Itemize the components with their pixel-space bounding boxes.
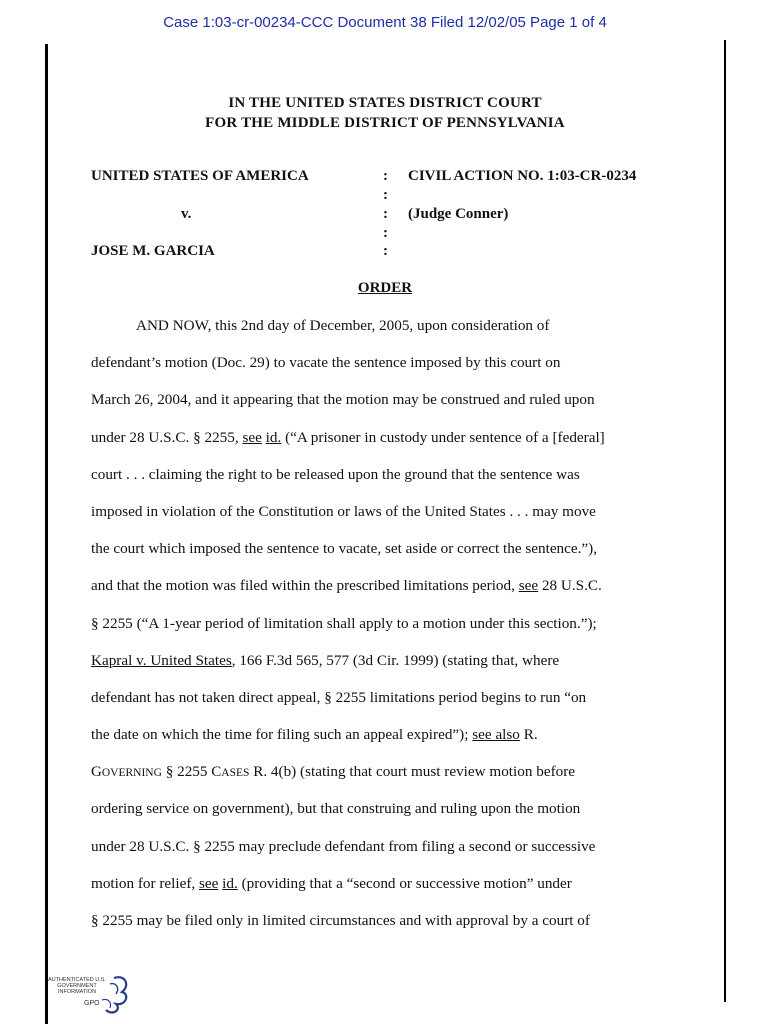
caption-colon: : <box>383 243 388 259</box>
body-line: defendant’s motion (Doc. 29) to vacate the sentence imposed by this court on <box>91 354 561 372</box>
right-margin-rule <box>724 40 726 1002</box>
seal-mark: GPO <box>84 1000 100 1007</box>
caption-colon: : <box>383 187 388 203</box>
citation-id: id. <box>265 428 282 446</box>
text-run: under 28 U.S.C. § 2255, <box>91 428 243 446</box>
body-line: defendant has not taken direct appeal, § 2255 limitations period begins to run “on <box>91 688 587 706</box>
body-line: imposed in violation of the Constitution or laws of the United States . . . may move <box>91 502 596 520</box>
order-body <box>91 316 711 948</box>
body-line <box>91 874 711 911</box>
text-run: R. 4(b) (stating that court must review motion before <box>249 763 576 781</box>
left-margin-rule <box>45 44 48 1024</box>
order-heading: ORDER <box>357 280 413 296</box>
seal-text: AUTHENTICATED U.S. GOVERNMENT INFORMATION <box>48 977 106 995</box>
versus-label: v. <box>181 206 192 222</box>
text-run: § 2255 <box>161 763 212 781</box>
body-line <box>91 576 711 613</box>
caption-colon: : <box>383 168 388 184</box>
text-run: (“A prisoner in custody under sentence of a [federal] <box>281 428 605 446</box>
body-line: § 2255 may be filed only in limited circumstances and with approval by a court of <box>91 912 590 929</box>
citation-signal-see: see <box>198 874 219 892</box>
body-line <box>91 428 711 465</box>
text-run: (providing that a “second or successive motion” under <box>237 874 572 892</box>
plaintiff-name: UNITED STATES OF AMERICA <box>91 168 309 184</box>
body-line: AND NOW, this 2nd day of December, 2005, upon consideration of <box>136 317 550 334</box>
text-run: and that the motion was filed within the prescribed limitations period, <box>91 577 519 595</box>
small-caps-initial: G <box>91 764 102 781</box>
text-run: 28 U.S.C. <box>538 577 602 595</box>
body-line <box>91 725 711 762</box>
body-line: ordering service on government), but that construing and ruling upon the motion <box>91 800 581 818</box>
small-caps-initial: C <box>211 764 222 781</box>
body-line: under 28 U.S.C. § 2255 may preclude defendant from filing a second or successive <box>91 837 596 855</box>
citation-signal-see-also: see also <box>472 726 520 744</box>
body-line <box>91 762 711 799</box>
body-line: court . . . claiming the right to be released upon the ground that the sentence was <box>91 465 580 483</box>
text-run: R. <box>519 726 538 744</box>
ecf-header-stamp: Case 1:03-cr-00234-CCC Document 38 Filed 12/02/05 Page 1 of 4 <box>163 14 607 31</box>
court-title <box>0 93 770 133</box>
case-citation: Kapral v. United States <box>91 651 232 669</box>
citation-signal-see: see <box>242 428 262 446</box>
body-line <box>91 651 711 688</box>
caption-colon: : <box>383 225 388 241</box>
judge-name: (Judge Conner) <box>408 206 509 222</box>
case-caption <box>91 168 711 268</box>
body-line: the court which imposed the sentence to vacate, set aside or correct the sentence.”), <box>91 540 598 558</box>
civil-action-number: CIVIL ACTION NO. 1:03-CR-0234 <box>408 168 637 184</box>
defendant-name: JOSE M. GARCIA <box>91 243 215 259</box>
caption-colon: : <box>383 206 388 222</box>
court-title-line-1: IN THE UNITED STATES DISTRICT COURT <box>228 95 542 111</box>
court-title-line-2: FOR THE MIDDLE DISTRICT OF PENNSYLVANIA <box>205 115 565 131</box>
body-line: § 2255 (“A 1-year period of limitation shall apply to a motion under this section.”); <box>91 614 597 632</box>
text-run: the date on which the time for filing such an appeal expired”); <box>91 726 473 744</box>
text-run: , 166 F.3d 565, 577 (3d Cir. 1999) (stating that, where <box>231 651 560 669</box>
text-run: motion for relief, <box>91 874 199 892</box>
body-line: March 26, 2004, and it appearing that the motion may be construed and ruled upon <box>91 391 595 409</box>
small-caps-run: OVERNING <box>101 767 162 780</box>
small-caps-run: ASES <box>221 767 250 780</box>
citation-signal-see: see <box>518 577 539 595</box>
citation-id: id. <box>222 874 238 892</box>
